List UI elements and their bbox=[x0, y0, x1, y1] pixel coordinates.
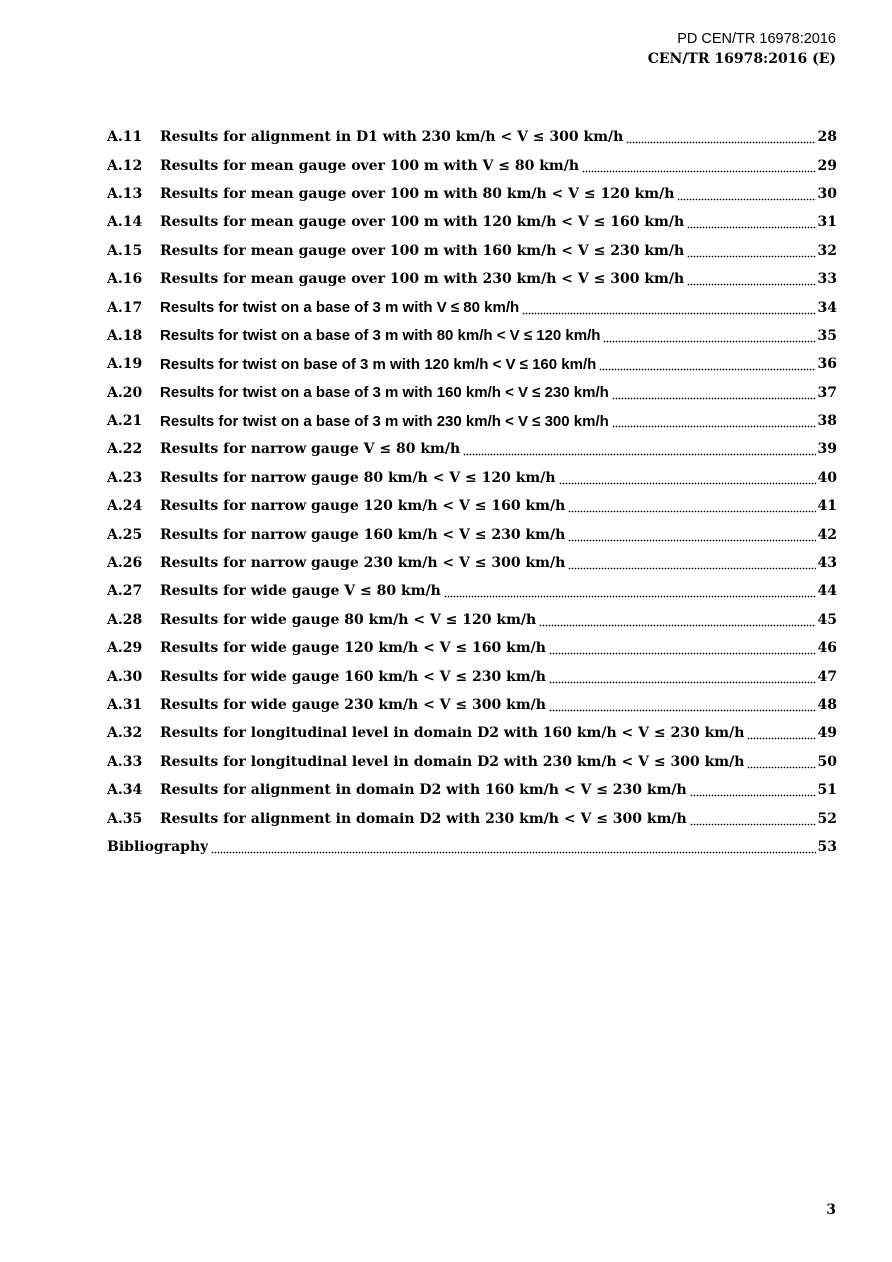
toc-entry[interactable] bbox=[107, 379, 837, 407]
toc-entry-number: A.14 bbox=[107, 214, 143, 231]
toc-entry[interactable] bbox=[107, 237, 837, 265]
toc-entry-title: Results for narrow gauge 160 km/h < V ≤ 230 km/h bbox=[160, 526, 566, 543]
toc-entry-page: 41 bbox=[817, 498, 837, 515]
toc-leader-dots bbox=[687, 272, 815, 286]
toc-entry-page: 33 bbox=[817, 271, 837, 288]
toc-entry-number: A.26 bbox=[107, 555, 143, 572]
toc-entry-title: Results for wide gauge 230 km/h < V ≤ 300 km/h bbox=[160, 697, 546, 713]
toc-leader-dots bbox=[559, 471, 816, 485]
toc-entry-page: 47 bbox=[817, 668, 837, 685]
toc-entry-number: A.32 bbox=[107, 725, 143, 742]
toc-entry-number: A.20 bbox=[107, 384, 143, 401]
toc-entry-page: 51 bbox=[817, 782, 837, 799]
toc-leader-dots bbox=[747, 726, 815, 740]
toc-entry-title: Results for mean gauge over 100 m with 160 km/h < V ≤ 230 km/h bbox=[160, 242, 685, 259]
toc-entry-bibliography[interactable] bbox=[107, 833, 837, 861]
toc-entry-number: A.24 bbox=[107, 498, 143, 515]
toc-entry[interactable] bbox=[107, 208, 837, 236]
toc-leader-dots bbox=[612, 414, 816, 428]
toc-entry-number: A.34 bbox=[107, 782, 143, 799]
toc-entry-page: 40 bbox=[817, 469, 837, 486]
toc-entry-title: Results for alignment in domain D2 with 230 km/h < V ≤ 300 km/h bbox=[160, 810, 687, 827]
toc-leader-dots bbox=[568, 556, 815, 570]
toc-entry-page: 49 bbox=[817, 725, 837, 742]
toc-entry-number: A.17 bbox=[107, 299, 143, 316]
toc-entry[interactable] bbox=[107, 293, 837, 321]
toc-entry-title: Results for narrow gauge V ≤ 80 km/h bbox=[160, 441, 461, 458]
toc-entry-page: 48 bbox=[817, 697, 837, 713]
toc-entry-page: 30 bbox=[817, 185, 837, 202]
toc-leader-dots bbox=[582, 159, 816, 173]
toc-entry-page: 52 bbox=[817, 810, 837, 827]
toc-leader-dots bbox=[626, 130, 815, 144]
toc-entry-title: Results for mean gauge over 100 m with V ≤ 80 km/h bbox=[160, 157, 580, 174]
toc-entry-number: A.13 bbox=[107, 185, 143, 202]
toc-entry-number: A.29 bbox=[107, 640, 143, 657]
toc-entry-title: Results for twist on a base of 3 m with 230 km/h < V ≤ 300 km/h bbox=[160, 412, 609, 430]
toc-entry-number: A.27 bbox=[107, 583, 143, 600]
toc-entry-page: 38 bbox=[817, 413, 837, 430]
toc-entry-title: Results for wide gauge 160 km/h < V ≤ 230 km/h bbox=[160, 668, 546, 685]
toc-entry[interactable] bbox=[107, 549, 837, 577]
toc-leader-dots bbox=[612, 386, 816, 400]
toc-entry-page: 42 bbox=[817, 526, 837, 543]
toc-entry-number: A.21 bbox=[107, 413, 143, 430]
toc-entry-title: Results for mean gauge over 100 m with 230 km/h < V ≤ 300 km/h bbox=[160, 271, 685, 288]
toc-entry-title: Results for alignment in D1 with 230 km/h < V ≤ 300 km/h bbox=[160, 129, 624, 146]
toc-entry-title: Results for narrow gauge 120 km/h < V ≤ 160 km/h bbox=[160, 498, 566, 515]
toc-entry-number: A.28 bbox=[107, 611, 143, 628]
toc-leader-dots bbox=[747, 755, 815, 769]
toc-entry-title: Bibliography bbox=[107, 838, 209, 855]
toc-entry-title: Results for wide gauge 120 km/h < V ≤ 160 km/h bbox=[160, 640, 546, 657]
toc-entry-page: 53 bbox=[817, 838, 837, 855]
toc-entry[interactable] bbox=[107, 520, 837, 548]
toc-leader-dots bbox=[690, 812, 816, 826]
toc-entry[interactable] bbox=[107, 350, 837, 378]
toc-entry-title: Results for narrow gauge 230 km/h < V ≤ 300 km/h bbox=[160, 555, 566, 572]
toc-entry-number: A.25 bbox=[107, 526, 143, 543]
toc-entry[interactable] bbox=[107, 577, 837, 605]
toc-entry-number: A.35 bbox=[107, 810, 143, 827]
toc-leader-dots bbox=[444, 584, 816, 598]
toc-entry[interactable] bbox=[107, 492, 837, 520]
toc-entry-page: 44 bbox=[817, 583, 837, 600]
toc-entry-title: Results for longitudinal level in domain D2 with 160 km/h < V ≤ 230 km/h bbox=[160, 725, 745, 742]
toc-entry-title: Results for mean gauge over 100 m with 120 km/h < V ≤ 160 km/h bbox=[160, 214, 685, 231]
toc-entry-number: A.30 bbox=[107, 668, 143, 685]
toc-entry-title: Results for twist on a base of 3 m with V ≤ 80 km/h bbox=[160, 299, 520, 317]
toc-entry-number: A.15 bbox=[107, 242, 143, 259]
toc-entry[interactable] bbox=[107, 123, 837, 151]
toc-entry-page: 37 bbox=[817, 384, 837, 401]
toc-leader-dots bbox=[549, 641, 816, 655]
toc-entry-page: 43 bbox=[817, 555, 837, 572]
header-document-id: PD CEN/TR 16978:2016 bbox=[677, 31, 836, 47]
toc-entry[interactable] bbox=[107, 407, 837, 435]
toc-entry-title: Results for twist on a base of 3 m with 80 km/h < V ≤ 120 km/h bbox=[160, 327, 601, 345]
toc-leader-dots bbox=[687, 215, 815, 229]
toc-entry[interactable] bbox=[107, 804, 837, 832]
toc-entry[interactable] bbox=[107, 748, 837, 776]
toc-entry[interactable] bbox=[107, 151, 837, 179]
toc-leader-dots bbox=[690, 783, 816, 797]
toc-entry-number: A.22 bbox=[107, 441, 143, 458]
toc-entry-number: A.12 bbox=[107, 157, 143, 174]
page-number: 3 bbox=[826, 1202, 836, 1218]
toc-entry-page: 46 bbox=[817, 640, 837, 657]
toc-entry[interactable] bbox=[107, 606, 837, 634]
toc-entry-number: A.31 bbox=[107, 697, 143, 713]
toc-entry[interactable] bbox=[107, 265, 837, 293]
toc-leader-dots bbox=[687, 244, 815, 258]
toc-entry-number: A.23 bbox=[107, 469, 143, 486]
toc-entry[interactable] bbox=[107, 180, 837, 208]
toc-entry-title: Results for wide gauge V ≤ 80 km/h bbox=[160, 583, 441, 600]
toc-entry-page: 35 bbox=[817, 327, 837, 344]
toc-entry-page: 36 bbox=[817, 356, 837, 373]
toc-entry-page: 31 bbox=[817, 214, 837, 231]
toc-entry-number: A.16 bbox=[107, 271, 143, 288]
toc-entry-page: 50 bbox=[817, 753, 837, 770]
toc-leader-dots bbox=[549, 670, 816, 684]
toc-leader-dots bbox=[568, 528, 815, 542]
toc-entry-title: Results for twist on base of 3 m with 120 km/h < V ≤ 160 km/h bbox=[160, 355, 597, 373]
toc-leader-dots bbox=[522, 301, 815, 315]
toc-entry-number: A.18 bbox=[107, 327, 143, 344]
toc-leader-dots bbox=[603, 329, 815, 343]
toc-entry-title: Results for twist on a base of 3 m with 160 km/h < V ≤ 230 km/h bbox=[160, 384, 609, 402]
toc-entry-page: 34 bbox=[817, 299, 837, 316]
toc-leader-dots bbox=[568, 499, 815, 513]
toc-entry[interactable] bbox=[107, 776, 837, 804]
toc-leader-dots bbox=[539, 613, 815, 627]
toc-entry-title: Results for longitudinal level in domain D2 with 230 km/h < V ≤ 300 km/h bbox=[160, 753, 745, 770]
toc-leader-dots bbox=[211, 840, 815, 854]
toc-leader-dots bbox=[677, 187, 815, 201]
toc-entry-page: 29 bbox=[817, 157, 837, 174]
toc-entry-title: Results for narrow gauge 80 km/h < V ≤ 120 km/h bbox=[160, 469, 556, 486]
toc-entry[interactable] bbox=[107, 322, 837, 350]
toc-entry-page: 32 bbox=[817, 242, 837, 259]
toc-entry-title: Results for mean gauge over 100 m with 80 km/h < V ≤ 120 km/h bbox=[160, 185, 675, 202]
toc-entry[interactable] bbox=[107, 662, 837, 690]
table-of-contents bbox=[107, 123, 837, 861]
toc-entry[interactable] bbox=[107, 435, 837, 463]
toc-leader-dots bbox=[549, 698, 816, 712]
toc-entry-title: Results for alignment in domain D2 with 160 km/h < V ≤ 230 km/h bbox=[160, 782, 687, 799]
toc-entry[interactable] bbox=[107, 634, 837, 662]
toc-entry[interactable] bbox=[107, 691, 837, 719]
toc-entry-number: A.33 bbox=[107, 753, 143, 770]
toc-entry-page: 39 bbox=[817, 441, 837, 458]
toc-entry-number: A.11 bbox=[107, 129, 143, 146]
toc-entry-number: A.19 bbox=[107, 356, 143, 373]
toc-entry-title: Results for wide gauge 80 km/h < V ≤ 120 km/h bbox=[160, 611, 537, 628]
toc-entry-page: 45 bbox=[817, 611, 837, 628]
toc-entry-page: 28 bbox=[817, 129, 837, 146]
header-standard-id: CEN/TR 16978:2016 (E) bbox=[647, 51, 836, 67]
toc-entry[interactable] bbox=[107, 464, 837, 492]
toc-leader-dots bbox=[463, 442, 815, 456]
toc-entry[interactable] bbox=[107, 719, 837, 747]
toc-leader-dots bbox=[599, 357, 815, 371]
